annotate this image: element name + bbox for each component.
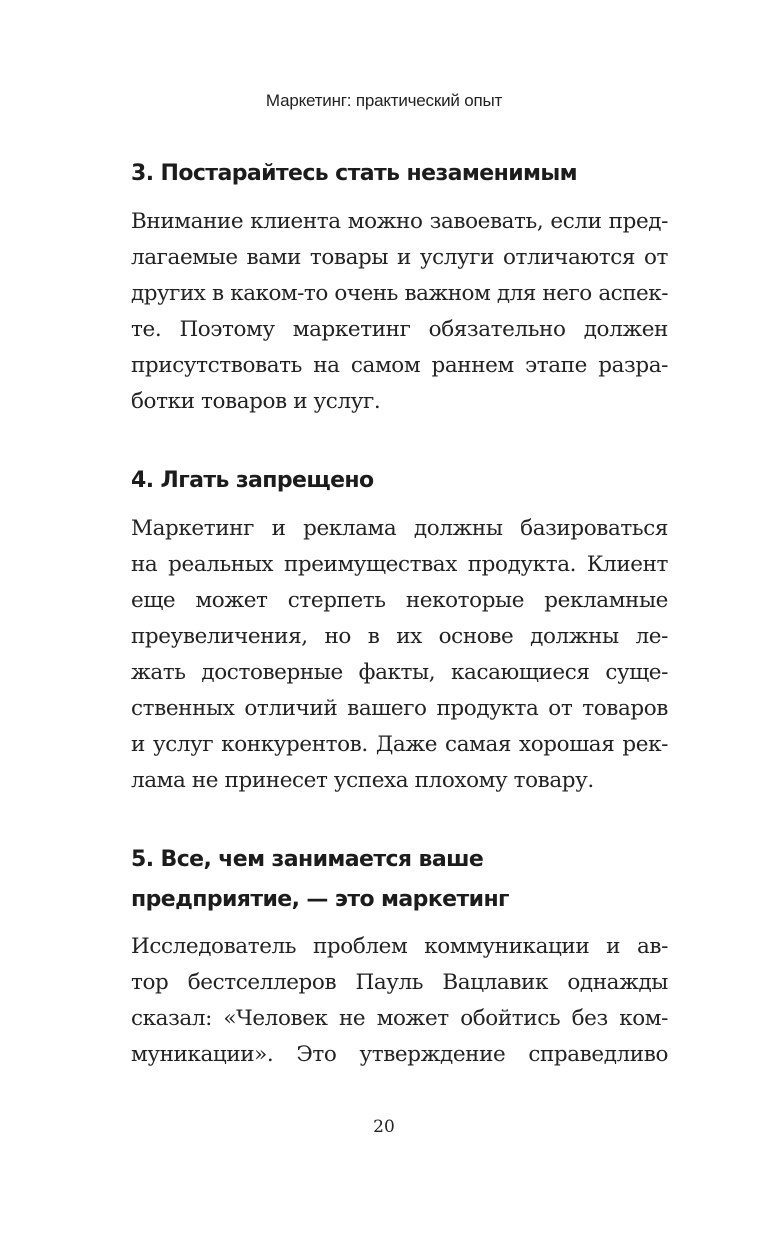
section-paragraph-3	[131, 204, 668, 420]
text-line: муникации». Это утверждение справедливо	[131, 1042, 668, 1067]
text-line: Маркетинг и реклама должны базироваться	[131, 516, 668, 541]
text-line: тор бестселлеров Пауль Вацлавик однажды	[131, 970, 668, 995]
text-line: те. Поэтому маркетинг обязательно должен	[131, 317, 668, 342]
section-paragraph-5	[131, 929, 668, 1073]
text-line: и услуг конкурентов. Даже самая хорошая рек-	[131, 732, 668, 757]
section-heading-4	[131, 461, 671, 501]
text-line: сказал: «Человек не может обойтись без ком-	[131, 1006, 668, 1031]
text-line: ботки товаров и услуг.	[131, 389, 381, 414]
text-line: Исследователь проблем коммуникации и ав-	[131, 934, 668, 959]
text-line: жать достоверные факты, касающиеся суще-	[131, 660, 668, 685]
text-line: на реальных преимуществах продукта. Клиент	[131, 552, 668, 577]
text-line: присутствовать на самом раннем этапе разра-	[131, 353, 668, 378]
text-line: еще может стерпеть некоторые рекламные	[131, 588, 668, 613]
section-heading-5	[131, 840, 671, 920]
section-heading-3	[131, 154, 671, 194]
text-line: лама не принесет успеха плохому товару.	[131, 768, 594, 793]
text-line: ственных отличий вашего продукта от товаров	[131, 696, 668, 721]
heading-line: 4. Лгать запрещено	[131, 468, 374, 493]
running-head: Маркетинг: практический опыт	[265, 91, 503, 110]
text-line: лагаемые вами товары и услуги отличаются от	[131, 245, 668, 270]
text-line: Внимание клиента можно завоевать, если пред-	[131, 209, 668, 234]
heading-line: 5. Все, чем занимается ваше	[131, 847, 484, 872]
text-line: других в каком-то очень важном для него аспек-	[131, 281, 668, 306]
heading-line: 3. Постарайтесь стать незаменимым	[131, 161, 578, 186]
page-number: 20	[373, 1117, 395, 1137]
text-line: преувеличения, но в их основе должны ле-	[131, 624, 668, 649]
heading-line: предприятие, — это маркетинг	[131, 887, 509, 912]
section-paragraph-4	[131, 511, 668, 799]
